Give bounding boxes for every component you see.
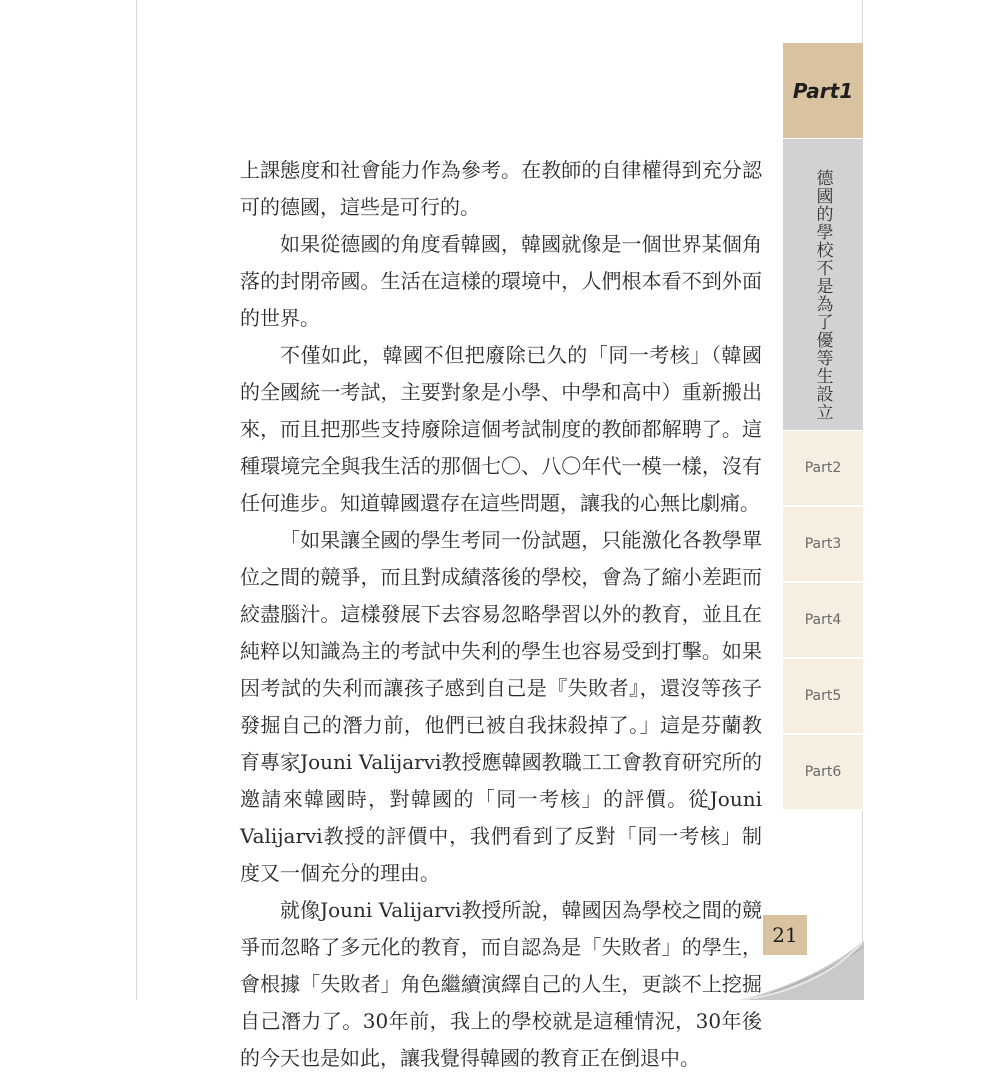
chapter-title: 德國的學校不是為了優等生設立 (812, 169, 833, 421)
paragraph: 不僅如此，韓國不但把廢除已久的「同一考核」（韓國的全國統一考試，主要對象是小學、中學和高中）重新搬出來，而且把那些支持廢除這個考試制度的教師都解聘了。這種環境完全與我生活的那個七〇、八〇年代一模一樣，沒有任何進步。知道韓國還存在這些問題，讓我的心無比劇痛。 (240, 343, 762, 515)
tab-part5[interactable] (783, 659, 863, 735)
part-tabs (783, 43, 863, 811)
chapter-title-tab (783, 139, 863, 431)
tab-label: Part5 (804, 688, 842, 704)
tab-part6[interactable] (783, 735, 863, 811)
page-curl-icon[interactable] (740, 940, 864, 1000)
page-number: 21 (763, 915, 807, 955)
tab-part1[interactable] (783, 43, 863, 139)
tab-label: Part4 (804, 612, 842, 628)
tab-label: Part1 (792, 78, 854, 103)
tab-label: Part3 (804, 536, 842, 552)
paragraph: 就像Jouni Valijarvi教授所說，韓國因為學校之間的競爭而忽略了多元化的教育，而自認為是「失敗者」的學生，會根據「失敗者」角色繼續演繹自己的人生，更談不上挖掘自己潛力了。30年前，我上的學校就是這種情況，30年後的今天也是如此，讓我覺得韓國的教育正在倒退中。 (240, 898, 762, 1070)
tab-part4[interactable] (783, 583, 863, 659)
body-text (240, 152, 762, 1077)
tab-part3[interactable] (783, 507, 863, 583)
tab-label: Part2 (804, 460, 842, 476)
paragraph: 「如果讓全國的學生考同一份試題，只能激化各教學單位之間的競爭，而且對成績落後的學校，會為了縮小差距而絞盡腦汁。這樣發展下去容易忽略學習以外的教育，並且在純粹以知識為主的考試中失利的學生也容易受到打擊。如果因考試的失利而讓孩子感到自己是『失敗者』，還沒等孩子發掘自己的潛力前，他們已被自我抹殺掉了。」這是芬蘭教育專家Jouni Valijarvi教授應韓國教職工工會教育研究所的邀請來韓國時，對韓國的「同一考核」的評價。從Jouni Valijarvi教授的評價中，我們看到了反對「同一考核」制度又一個充分的理由。 (240, 528, 762, 885)
tab-part2[interactable] (783, 431, 863, 507)
paragraph: 如果從德國的角度看韓國，韓國就像是一個世界某個角落的封閉帝國。生活在這樣的環境中，人們根本看不到外面的世界。 (240, 232, 762, 330)
tab-label: Part6 (804, 764, 842, 780)
paragraph: 上課態度和社會能力作為參考。在教師的自律權得到充分認可的德國，這些是可行的。 (240, 158, 762, 219)
